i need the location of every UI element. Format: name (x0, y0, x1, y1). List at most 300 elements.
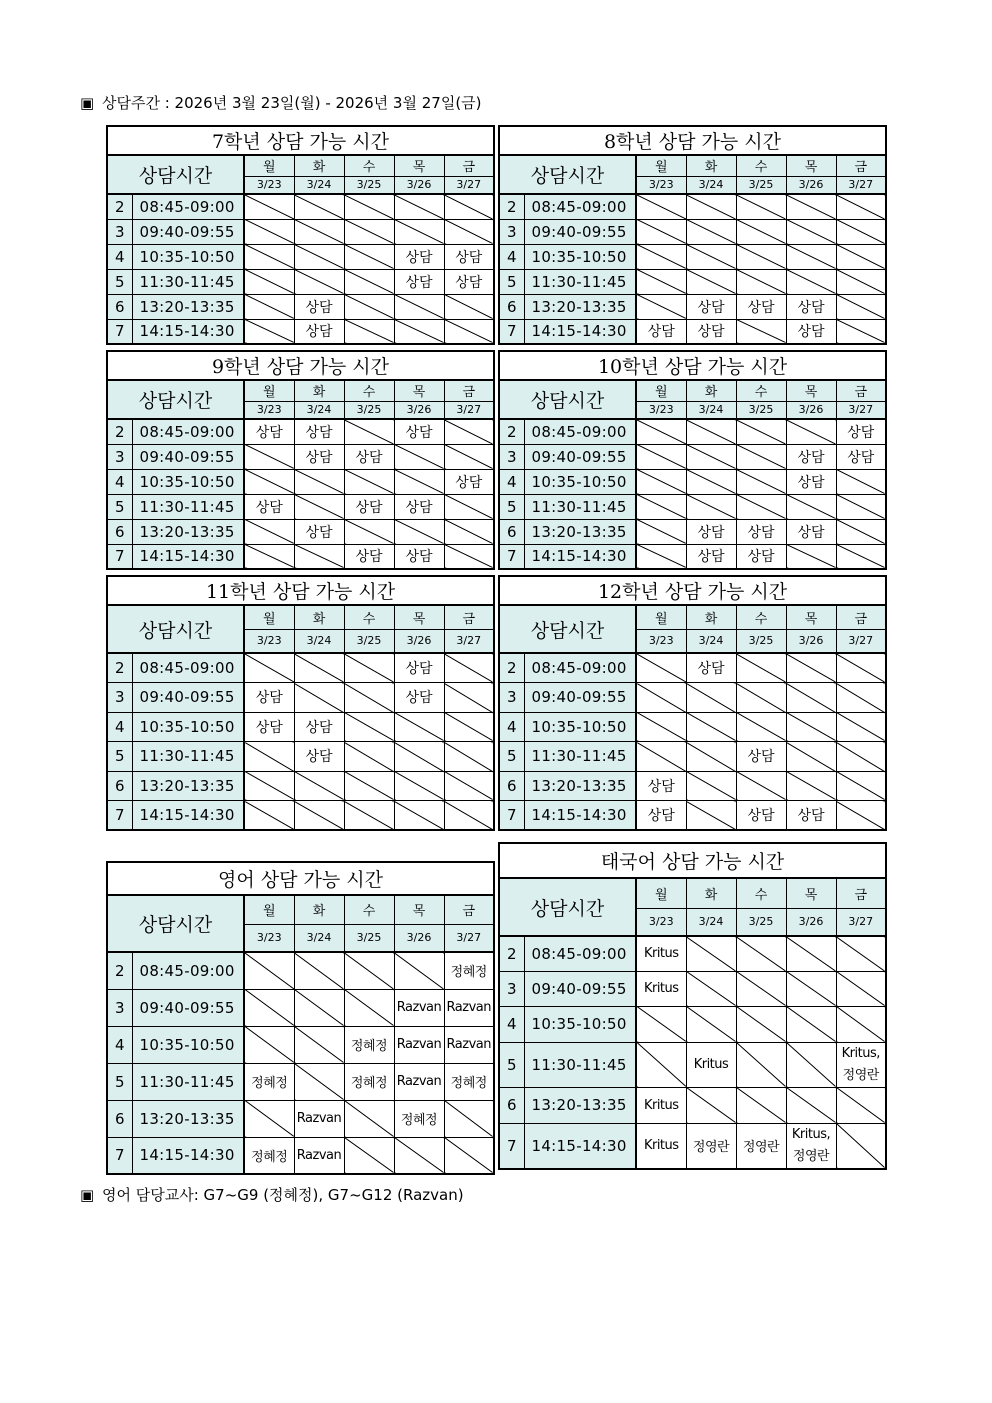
day-header: 화 (294, 895, 344, 924)
period-number: 6 (499, 294, 524, 319)
unavailable-cell (444, 544, 494, 569)
period-number: 4 (499, 1006, 524, 1042)
unavailable-cell (836, 1087, 886, 1123)
unavailable-cell (244, 219, 294, 244)
availability-cell: 상담 (736, 519, 786, 544)
date-header: 3/26 (394, 401, 444, 419)
unavailable-cell (294, 1063, 344, 1100)
unavailable-cell (736, 1042, 786, 1087)
date-header: 3/26 (394, 924, 444, 952)
availability-cell: 상담 (786, 801, 836, 831)
table-row (107, 444, 494, 469)
table-row (499, 494, 886, 519)
day-header: 수 (344, 605, 394, 629)
day-header: 화 (294, 155, 344, 176)
availability-cell: 상담 (394, 544, 444, 569)
date-header: 3/23 (636, 908, 686, 936)
unavailable-cell (394, 219, 444, 244)
unavailable-cell (444, 1137, 494, 1174)
unavailable-cell (836, 219, 886, 244)
unavailable-cell (444, 653, 494, 683)
unavailable-cell (736, 194, 786, 219)
table-row (499, 469, 886, 494)
unavailable-cell (294, 494, 344, 519)
availability-cell: 정혜정 (244, 1137, 294, 1174)
unavailable-cell (444, 742, 494, 772)
table-row (499, 971, 886, 1006)
unavailable-cell (344, 194, 394, 219)
time-slot: 11:30-11:45 (524, 494, 636, 519)
availability-cell: 상담 (294, 742, 344, 772)
unavailable-cell (394, 952, 444, 989)
unavailable-cell (786, 269, 836, 294)
date-header: 3/25 (344, 629, 394, 653)
unavailable-cell (736, 244, 786, 269)
date-header: 3/25 (344, 176, 394, 194)
table-row (107, 989, 494, 1026)
availability-cell: 정혜정 (444, 1063, 494, 1100)
unavailable-cell (344, 294, 394, 319)
day-header: 월 (636, 605, 686, 629)
period-number: 2 (499, 419, 524, 444)
unavailable-cell (636, 444, 686, 469)
slot-header: 상담시간 (107, 155, 244, 194)
date-header: 3/27 (444, 924, 494, 952)
schedule-table (498, 350, 887, 570)
unavailable-cell (244, 194, 294, 219)
time-slot: 09:40-09:55 (524, 219, 636, 244)
unavailable-cell (244, 742, 294, 772)
unavailable-cell (636, 742, 686, 772)
unavailable-cell (786, 653, 836, 683)
period-number: 5 (499, 269, 524, 294)
availability-cell: 상담 (686, 653, 736, 683)
availability-cell: 상담 (836, 419, 886, 444)
date-header: 3/26 (786, 908, 836, 936)
table-row (107, 683, 494, 713)
unavailable-cell (444, 683, 494, 713)
unavailable-cell (244, 952, 294, 989)
unavailable-cell (444, 294, 494, 319)
unavailable-cell (736, 771, 786, 801)
unavailable-cell (686, 1087, 736, 1123)
availability-cell: 상담 (686, 319, 736, 344)
table-title: 7학년 상담 가능 시간 (107, 126, 494, 155)
period-number: 5 (499, 494, 524, 519)
unavailable-cell (244, 801, 294, 831)
availability-cell: Kritus (636, 1123, 686, 1169)
availability-cell: 상담 (394, 653, 444, 683)
table-row (499, 1006, 886, 1042)
unavailable-cell (244, 469, 294, 494)
unavailable-cell (736, 1006, 786, 1042)
unavailable-cell (736, 444, 786, 469)
slot-header: 상담시간 (107, 380, 244, 419)
period-number: 3 (499, 444, 524, 469)
unavailable-cell (686, 219, 736, 244)
unavailable-cell (636, 469, 686, 494)
availability-cell: 상담 (786, 319, 836, 344)
day-header: 금 (836, 155, 886, 176)
date-header: 3/27 (444, 401, 494, 419)
unavailable-cell (686, 742, 736, 772)
period-number: 5 (107, 494, 132, 519)
unavailable-cell (244, 319, 294, 344)
availability-cell: 상담 (244, 419, 294, 444)
table-row (107, 712, 494, 742)
slot-header: 상담시간 (499, 605, 636, 653)
table-row (107, 1063, 494, 1100)
day-header: 수 (736, 155, 786, 176)
table-title: 11학년 상담 가능 시간 (107, 576, 494, 605)
date-header: 3/26 (394, 629, 444, 653)
availability-cell: 정영란 (736, 1123, 786, 1169)
unavailable-cell (636, 653, 686, 683)
day-header: 목 (786, 605, 836, 629)
table-row (107, 419, 494, 444)
availability-cell: 상담 (444, 269, 494, 294)
unavailable-cell (244, 519, 294, 544)
unavailable-cell (836, 1123, 886, 1169)
table-row (499, 419, 886, 444)
table-row (107, 952, 494, 989)
schedule-table (498, 575, 887, 831)
slot-header: 상담시간 (499, 380, 636, 419)
availability-cell: Razvan (294, 1100, 344, 1137)
period-number: 7 (499, 801, 524, 831)
day-header: 금 (836, 605, 886, 629)
period-number: 5 (499, 1042, 524, 1087)
unavailable-cell (344, 742, 394, 772)
date-header: 3/26 (786, 629, 836, 653)
period-number: 3 (107, 444, 132, 469)
day-header: 화 (686, 155, 736, 176)
table-row (499, 653, 886, 683)
time-slot: 09:40-09:55 (524, 683, 636, 713)
table-row (499, 319, 886, 344)
date-header: 3/25 (344, 401, 394, 419)
unavailable-cell (736, 219, 786, 244)
day-header: 수 (344, 380, 394, 401)
availability-cell: 상담 (394, 494, 444, 519)
unavailable-cell (444, 219, 494, 244)
availability-cell: 상담 (294, 319, 344, 344)
time-slot: 13:20-13:35 (524, 519, 636, 544)
time-slot: 14:15-14:30 (524, 1123, 636, 1169)
unavailable-cell (344, 989, 394, 1026)
unavailable-cell (686, 683, 736, 713)
table-row (107, 1026, 494, 1063)
date-header: 3/26 (786, 176, 836, 194)
schedule-table (498, 125, 887, 345)
unavailable-cell (686, 1006, 736, 1042)
day-header: 목 (394, 155, 444, 176)
day-header: 화 (294, 380, 344, 401)
availability-cell: 상담 (394, 269, 444, 294)
unavailable-cell (636, 519, 686, 544)
date-header: 3/23 (636, 176, 686, 194)
unavailable-cell (786, 683, 836, 713)
unavailable-cell (636, 1006, 686, 1042)
table-row (107, 742, 494, 772)
availability-cell: Razvan (394, 1063, 444, 1100)
unavailable-cell (686, 269, 736, 294)
availability-cell: 정영란 (686, 1123, 736, 1169)
date-header: 3/27 (836, 629, 886, 653)
unavailable-cell (786, 194, 836, 219)
day-header: 화 (294, 605, 344, 629)
unavailable-cell (686, 801, 736, 831)
availability-cell: Kritus (636, 971, 686, 1006)
period-number: 4 (499, 244, 524, 269)
availability-cell: 상담 (686, 294, 736, 319)
table-row (499, 519, 886, 544)
date-header: 3/25 (736, 401, 786, 419)
time-slot: 13:20-13:35 (524, 1087, 636, 1123)
time-slot: 13:20-13:35 (524, 294, 636, 319)
unavailable-cell (444, 319, 494, 344)
table-row (499, 801, 886, 831)
day-header: 수 (736, 380, 786, 401)
table-row (499, 712, 886, 742)
time-slot: 08:45-09:00 (132, 653, 244, 683)
date-header: 3/24 (686, 401, 736, 419)
schedule-table (106, 575, 495, 831)
unavailable-cell (786, 1042, 836, 1087)
table-row (499, 1123, 886, 1169)
period-number: 7 (499, 544, 524, 569)
period-number: 6 (107, 771, 132, 801)
date-header: 3/25 (344, 924, 394, 952)
time-slot: 09:40-09:55 (132, 989, 244, 1026)
unavailable-cell (836, 683, 886, 713)
unavailable-cell (786, 419, 836, 444)
unavailable-cell (344, 319, 394, 344)
table-row (107, 653, 494, 683)
unavailable-cell (444, 519, 494, 544)
unavailable-cell (244, 771, 294, 801)
unavailable-cell (636, 1042, 686, 1087)
availability-cell: 상담 (294, 419, 344, 444)
unavailable-cell (636, 194, 686, 219)
unavailable-cell (686, 469, 736, 494)
time-slot: 09:40-09:55 (132, 219, 244, 244)
unavailable-cell (636, 269, 686, 294)
unavailable-cell (244, 989, 294, 1026)
date-header: 3/24 (294, 176, 344, 194)
day-header: 월 (636, 878, 686, 908)
availability-cell: Razvan (444, 1026, 494, 1063)
day-header: 금 (836, 380, 886, 401)
time-slot: 10:35-10:50 (524, 469, 636, 494)
period-number: 7 (107, 544, 132, 569)
table-row (499, 1087, 886, 1123)
schedule-table (106, 350, 495, 570)
availability-cell: 상담 (636, 801, 686, 831)
availability-cell: Razvan (444, 989, 494, 1026)
table-row (499, 1042, 886, 1087)
slot-header: 상담시간 (499, 878, 636, 936)
date-header: 3/27 (444, 176, 494, 194)
period-number: 5 (107, 269, 132, 294)
unavailable-cell (344, 712, 394, 742)
unavailable-cell (444, 419, 494, 444)
unavailable-cell (786, 771, 836, 801)
availability-cell: 상담 (444, 244, 494, 269)
unavailable-cell (394, 294, 444, 319)
availability-cell: 상담 (786, 294, 836, 319)
unavailable-cell (294, 801, 344, 831)
availability-cell: Razvan (294, 1137, 344, 1174)
availability-cell: 상담 (736, 544, 786, 569)
table-row (499, 683, 886, 713)
unavailable-cell (394, 742, 444, 772)
unavailable-cell (294, 544, 344, 569)
unavailable-cell (686, 971, 736, 1006)
date-header: 3/24 (686, 176, 736, 194)
table-row (107, 519, 494, 544)
unavailable-cell (736, 683, 786, 713)
english-teacher-note (80, 1184, 464, 1205)
unavailable-cell (444, 444, 494, 469)
period-number: 6 (107, 294, 132, 319)
availability-cell: 정혜정 (394, 1100, 444, 1137)
unavailable-cell (294, 1026, 344, 1063)
time-slot: 11:30-11:45 (524, 742, 636, 772)
schedule-table (498, 842, 887, 1170)
unavailable-cell (294, 269, 344, 294)
unavailable-cell (294, 952, 344, 989)
unavailable-cell (836, 742, 886, 772)
unavailable-cell (344, 419, 394, 444)
period-number: 3 (107, 219, 132, 244)
unavailable-cell (836, 653, 886, 683)
unavailable-cell (344, 683, 394, 713)
period-number: 3 (107, 683, 132, 713)
unavailable-cell (786, 1006, 836, 1042)
day-header: 월 (244, 895, 294, 924)
availability-cell: 상담 (344, 494, 394, 519)
day-header: 금 (444, 605, 494, 629)
table-row (107, 494, 494, 519)
period-number: 2 (107, 653, 132, 683)
time-slot: 13:20-13:35 (132, 294, 244, 319)
time-slot: 11:30-11:45 (132, 1063, 244, 1100)
time-slot: 08:45-09:00 (524, 653, 636, 683)
unavailable-cell (736, 936, 786, 971)
time-slot: 11:30-11:45 (524, 269, 636, 294)
table-row (499, 244, 886, 269)
unavailable-cell (786, 544, 836, 569)
availability-cell: Kritus (636, 936, 686, 971)
unavailable-cell (786, 936, 836, 971)
unavailable-cell (686, 419, 736, 444)
unavailable-cell (394, 319, 444, 344)
time-slot: 09:40-09:55 (132, 444, 244, 469)
unavailable-cell (244, 294, 294, 319)
period-number: 5 (107, 742, 132, 772)
time-slot: 14:15-14:30 (524, 544, 636, 569)
unavailable-cell (736, 1087, 786, 1123)
unavailable-cell (686, 194, 736, 219)
availability-cell: Kritus (636, 1087, 686, 1123)
consultation-week-line (80, 92, 482, 113)
table-title: 8학년 상담 가능 시간 (499, 126, 886, 155)
table-row (499, 544, 886, 569)
time-slot: 09:40-09:55 (132, 683, 244, 713)
slot-header: 상담시간 (107, 605, 244, 653)
unavailable-cell (394, 469, 444, 494)
unavailable-cell (836, 469, 886, 494)
period-number: 4 (499, 712, 524, 742)
table-row (499, 771, 886, 801)
time-slot: 14:15-14:30 (132, 801, 244, 831)
availability-cell: 상담 (686, 519, 736, 544)
availability-cell: Razvan (394, 1026, 444, 1063)
table-row (499, 742, 886, 772)
square-bullet-icon: ▣ (80, 93, 95, 112)
day-header: 수 (344, 895, 394, 924)
availability-cell: 상담 (394, 419, 444, 444)
table-title: 12학년 상담 가능 시간 (499, 576, 886, 605)
availability-cell: 상담 (786, 469, 836, 494)
unavailable-cell (786, 219, 836, 244)
availability-cell: 상담 (444, 469, 494, 494)
unavailable-cell (244, 653, 294, 683)
day-header: 목 (394, 380, 444, 401)
availability-cell: 상담 (344, 544, 394, 569)
table-row (107, 1137, 494, 1174)
availability-cell: 상담 (294, 519, 344, 544)
period-number: 3 (107, 989, 132, 1026)
date-header: 3/24 (686, 629, 736, 653)
period-number: 6 (499, 519, 524, 544)
consultation-week-text: 상담주간 : 2026년 3월 23일(월) - 2026년 3월 27일(금) (102, 94, 482, 112)
unavailable-cell (836, 269, 886, 294)
day-header: 목 (394, 605, 444, 629)
unavailable-cell (244, 244, 294, 269)
date-header: 3/25 (736, 908, 786, 936)
table-row (107, 294, 494, 319)
time-slot: 11:30-11:45 (132, 494, 244, 519)
date-header: 3/24 (294, 629, 344, 653)
date-header: 3/23 (244, 176, 294, 194)
unavailable-cell (736, 971, 786, 1006)
period-number: 7 (499, 1123, 524, 1169)
availability-cell: 상담 (736, 742, 786, 772)
unavailable-cell (244, 444, 294, 469)
day-header: 화 (686, 380, 736, 401)
time-slot: 14:15-14:30 (132, 544, 244, 569)
time-slot: 08:45-09:00 (524, 194, 636, 219)
unavailable-cell (344, 269, 394, 294)
day-header: 금 (444, 155, 494, 176)
unavailable-cell (686, 712, 736, 742)
availability-cell: 상담 (736, 294, 786, 319)
unavailable-cell (836, 494, 886, 519)
unavailable-cell (686, 494, 736, 519)
unavailable-cell (636, 683, 686, 713)
table-row (107, 244, 494, 269)
table-title: 10학년 상담 가능 시간 (499, 351, 886, 380)
table-row (107, 544, 494, 569)
day-header: 월 (636, 155, 686, 176)
time-slot: 11:30-11:45 (132, 742, 244, 772)
availability-cell: 상담 (686, 544, 736, 569)
period-number: 6 (107, 519, 132, 544)
unavailable-cell (836, 544, 886, 569)
time-slot: 10:35-10:50 (524, 244, 636, 269)
